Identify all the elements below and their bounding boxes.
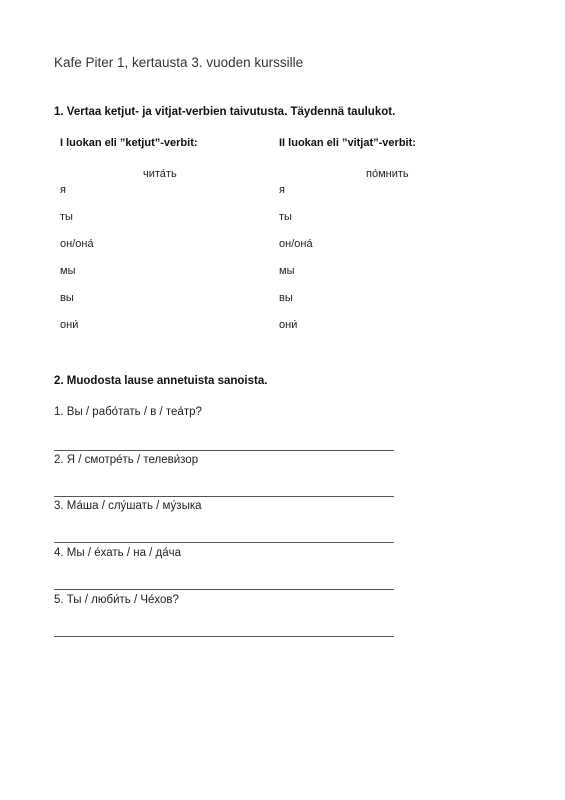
right-pronoun-ty: ты [279,211,292,223]
left-table-heading: I luokan eli ”ketjut”-verbit: [60,137,198,149]
section2-heading: 2. Muodosta lause annetuista sanoista. [54,375,268,387]
left-pronoun-my: мы [60,265,76,277]
right-pronoun-my: мы [279,265,295,277]
exercise-item-2: 2. Я / смотре́ть / телеви́зор [54,454,199,466]
right-pronoun-on-ona: он/она́ [279,238,313,250]
left-pronoun-ya: я [60,184,66,196]
right-pronoun-oni: они́ [279,319,298,331]
answer-line-1 [54,450,394,451]
document-title: Kafe Piter 1, kertausta 3. vuoden kurssille [54,55,304,70]
left-pronoun-ty: ты [60,211,73,223]
left-pronoun-on-ona: он/она́ [60,238,94,250]
answer-line-3 [54,542,394,543]
right-pronoun-vy: вы [279,292,293,304]
section1-heading: 1. Vertaa ketjut- ja vitjat-verbien taivutusta. Täydennä taulukot. [54,106,396,118]
answer-line-2 [54,496,394,497]
exercise-item-1: 1. Вы / рабо́тать / в / теа́тр? [54,406,202,418]
exercise-item-5: 5. Ты / люби́ть / Че́хов? [54,594,179,606]
right-table-verb: по́мнить [366,168,409,180]
exercise-item-3: 3. Ма́ша / слу́шать / му́зыка [54,500,202,512]
right-table-heading: II luokan eli ”vitjat”-verbit: [279,137,416,149]
exercise-item-4: 4. Мы / е́хать / на / да́ча [54,547,182,559]
left-table-verb: чита́ть [143,168,177,180]
left-pronoun-vy: вы [60,292,74,304]
answer-line-5 [54,636,394,637]
right-pronoun-ya: я [279,184,285,196]
answer-line-4 [54,589,394,590]
left-pronoun-oni: они́ [60,319,79,331]
